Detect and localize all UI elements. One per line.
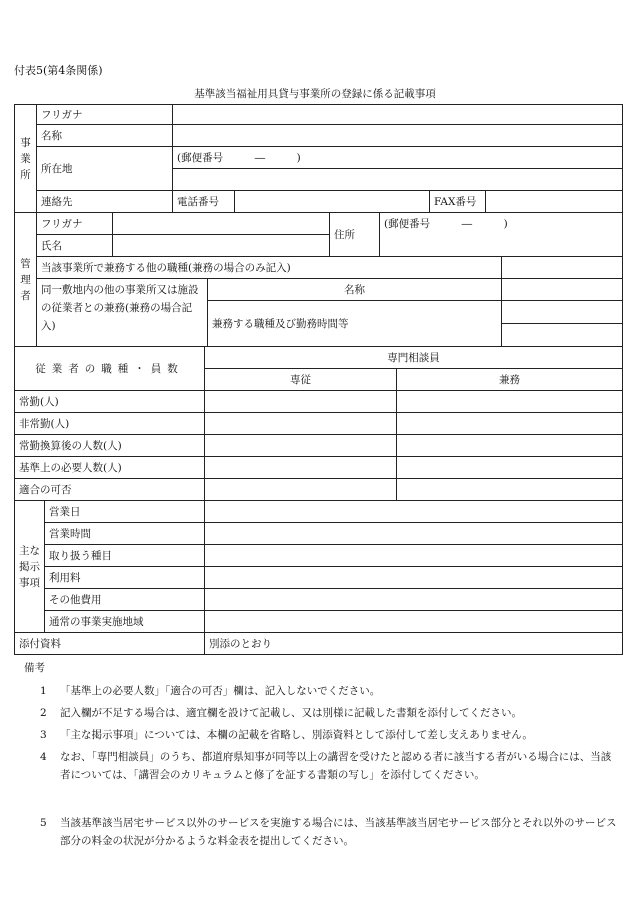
kanrisha-name-field[interactable] (113, 235, 330, 257)
notice-item-field[interactable] (205, 523, 623, 545)
jigyosho-phone-label: 電話番号 (173, 191, 235, 213)
notice-item-field[interactable] (205, 611, 623, 633)
jigyosho-phone-field[interactable] (235, 191, 430, 213)
jigyosho-name-field[interactable] (173, 125, 623, 147)
notice-item-label: その他費用 (45, 589, 205, 611)
staff-row-label: 適合の可否 (15, 479, 205, 501)
kanrisha-address-label: 住所 (330, 213, 380, 257)
jigyosho-contact-label: 連絡先 (37, 191, 173, 213)
staff-row-label: 常勤換算後の人数(人) (15, 435, 205, 457)
notice-item-label: 利用料 (45, 567, 205, 589)
kanrisha-duty-hours-field[interactable] (502, 301, 623, 324)
kanrisha-furigana-field[interactable] (113, 213, 330, 235)
staff-cell[interactable] (397, 391, 623, 413)
staff-cell[interactable] (397, 413, 623, 435)
kanrisha-duty-hours-field-2[interactable] (502, 324, 623, 347)
jigyosho-postal-field[interactable]: (郵便番号 ― ) (173, 147, 623, 169)
jigyosho-fax-label: FAX番号 (430, 191, 486, 213)
notice-item-field[interactable] (205, 545, 623, 567)
kanrisha-furigana-label: フリガナ (37, 213, 113, 235)
jigyosho-section-label: 事 業 所 (15, 105, 37, 213)
notice-item-label: 取り扱う種目 (45, 545, 205, 567)
staff-cell[interactable] (205, 457, 397, 479)
notice-item-field[interactable] (205, 567, 623, 589)
kanrisha-address-field[interactable] (380, 213, 623, 257)
staff-row-label: 非常勤(人) (15, 413, 205, 435)
kanrisha-site-name-label: 名称 (208, 279, 502, 301)
staff-cell[interactable] (205, 413, 397, 435)
kanrisha-other-duty-field[interactable] (502, 257, 623, 279)
kanrisha-other-site-label: 同一敷地内の他の事業所又は施設の従業者との兼務(兼務の場合記入) (37, 279, 208, 347)
staff-cell[interactable] (205, 391, 397, 413)
kanrisha-site-name-field[interactable] (502, 279, 623, 301)
jigyosho-address-label: 所在地 (37, 147, 173, 191)
kanrisha-table (14, 212, 623, 347)
staff-parttime-header: 兼務 (397, 369, 623, 391)
remarks-title: 備考 (24, 662, 45, 674)
jigyosho-table (14, 104, 623, 213)
document-title: 基準該当福祉用具貸与事業所の登録に係る記載事項 (194, 88, 436, 100)
notice-item-label: 営業日 (45, 501, 205, 523)
notice-item-field[interactable] (205, 589, 623, 611)
staff-row-label: 基準上の必要人数(人) (15, 457, 205, 479)
staff-group-header: 専門相談員 (205, 347, 623, 369)
kanrisha-name-label: 氏名 (37, 235, 113, 257)
kanrisha-duty-hours-label: 兼務する職種及び勤務時間等 (208, 301, 502, 347)
form-number: 付表5(第4条関係) (14, 64, 103, 77)
jigyosho-furigana-field[interactable] (173, 105, 623, 125)
attachment-value: 別添のとおり (205, 633, 623, 655)
staff-cell[interactable] (397, 479, 623, 501)
notices-section-label: 主な 掲示 事項 (15, 501, 45, 633)
staff-table (14, 346, 623, 655)
staff-header: 従業者の職種・員数 (15, 347, 205, 391)
kanrisha-section-label: 管 理 者 (15, 213, 37, 347)
notice-item-label: 営業時間 (45, 523, 205, 545)
kanrisha-other-duty-label: 当該事業所で兼務する他の職種(兼務の場合のみ記入) (37, 257, 502, 279)
jigyosho-fax-field[interactable] (486, 191, 623, 213)
staff-row-label: 常勤(人) (15, 391, 205, 413)
staff-cell[interactable] (397, 457, 623, 479)
notice-item-label: 通常の事業実施地域 (45, 611, 205, 633)
attachment-label: 添付資料 (15, 633, 205, 655)
jigyosho-address-field[interactable] (173, 169, 623, 191)
kanrisha-postal: (郵便番号 ― ) (384, 218, 508, 230)
staff-cell[interactable] (397, 435, 623, 457)
staff-cell[interactable] (205, 479, 397, 501)
staff-cell[interactable] (205, 435, 397, 457)
staff-fulltime-header: 専従 (205, 369, 397, 391)
jigyosho-name-label: 名称 (37, 125, 173, 147)
notice-item-field[interactable] (205, 501, 623, 523)
jigyosho-furigana-label: フリガナ (37, 105, 173, 125)
